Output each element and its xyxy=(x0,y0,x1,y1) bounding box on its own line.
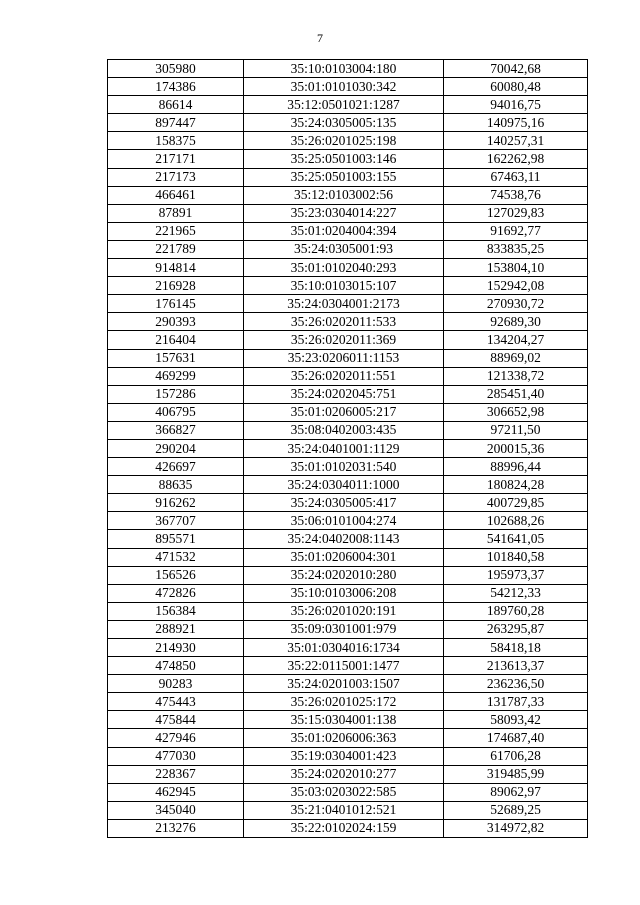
record-id-cell: 426697 xyxy=(108,458,244,476)
table-row xyxy=(108,675,588,693)
cadastral-number-cell: 35:09:0301001:979 xyxy=(244,620,444,638)
record-id-cell: 914814 xyxy=(108,259,244,277)
cadastral-number-cell: 35:01:0102040:293 xyxy=(244,259,444,277)
value-cell: 400729,85 xyxy=(444,494,588,512)
value-cell: 88996,44 xyxy=(444,458,588,476)
value-cell: 121338,72 xyxy=(444,367,588,385)
table-row xyxy=(108,403,588,421)
record-id-cell: 474850 xyxy=(108,657,244,675)
table-row xyxy=(108,60,588,78)
cadastral-number-cell: 35:01:0206005:217 xyxy=(244,403,444,421)
cadastral-number-cell: 35:15:0304001:138 xyxy=(244,711,444,729)
record-id-cell: 216404 xyxy=(108,331,244,349)
table-row xyxy=(108,639,588,657)
cadastral-number-cell: 35:26:0201025:198 xyxy=(244,132,444,150)
table-row xyxy=(108,494,588,512)
table-row xyxy=(108,168,588,186)
value-cell: 60080,48 xyxy=(444,78,588,96)
record-id-cell: 86614 xyxy=(108,96,244,114)
value-cell: 102688,26 xyxy=(444,512,588,530)
value-cell: 54212,33 xyxy=(444,584,588,602)
cadastral-number-cell: 35:24:0202010:280 xyxy=(244,566,444,584)
record-id-cell: 472826 xyxy=(108,584,244,602)
value-cell: 200015,36 xyxy=(444,439,588,457)
record-id-cell: 158375 xyxy=(108,132,244,150)
cadastral-number-cell: 35:24:0304011:1000 xyxy=(244,476,444,494)
value-cell: 97211,50 xyxy=(444,421,588,439)
table-row xyxy=(108,439,588,457)
table-row xyxy=(108,204,588,222)
value-cell: 92689,30 xyxy=(444,313,588,331)
cadastral-number-cell: 35:22:0102024:159 xyxy=(244,819,444,837)
table-row xyxy=(108,530,588,548)
cadastral-number-cell: 35:26:0202011:551 xyxy=(244,367,444,385)
value-cell: 91692,77 xyxy=(444,222,588,240)
record-id-cell: 288921 xyxy=(108,620,244,638)
value-cell: 58418,18 xyxy=(444,639,588,657)
value-cell: 140257,31 xyxy=(444,132,588,150)
cadastral-number-cell: 35:01:0204004:394 xyxy=(244,222,444,240)
table-row xyxy=(108,295,588,313)
cadastral-number-cell: 35:24:0304001:2173 xyxy=(244,295,444,313)
value-cell: 153804,10 xyxy=(444,259,588,277)
table-row xyxy=(108,729,588,747)
cadastral-number-cell: 35:26:0201020:191 xyxy=(244,602,444,620)
value-cell: 70042,68 xyxy=(444,60,588,78)
cadastral-number-cell: 35:01:0206006:363 xyxy=(244,729,444,747)
table-row xyxy=(108,421,588,439)
record-id-cell: 221789 xyxy=(108,240,244,258)
table-row xyxy=(108,620,588,638)
record-id-cell: 214930 xyxy=(108,639,244,657)
value-cell: 180824,28 xyxy=(444,476,588,494)
cadastral-number-cell: 35:01:0304016:1734 xyxy=(244,639,444,657)
cadastral-number-cell: 35:10:0103004:180 xyxy=(244,60,444,78)
value-cell: 88969,02 xyxy=(444,349,588,367)
cadastral-number-cell: 35:10:0103006:208 xyxy=(244,584,444,602)
value-cell: 213613,37 xyxy=(444,657,588,675)
cadastral-number-cell: 35:23:0206011:1153 xyxy=(244,349,444,367)
table-row xyxy=(108,114,588,132)
record-id-cell: 221965 xyxy=(108,222,244,240)
record-id-cell: 466461 xyxy=(108,186,244,204)
record-id-cell: 176145 xyxy=(108,295,244,313)
value-cell: 58093,42 xyxy=(444,711,588,729)
table-row xyxy=(108,186,588,204)
table-row xyxy=(108,150,588,168)
table-row xyxy=(108,367,588,385)
value-cell: 101840,58 xyxy=(444,548,588,566)
value-cell: 270930,72 xyxy=(444,295,588,313)
value-cell: 67463,11 xyxy=(444,168,588,186)
record-id-cell: 213276 xyxy=(108,819,244,837)
record-id-cell: 366827 xyxy=(108,421,244,439)
cadastral-number-cell: 35:03:0203022:585 xyxy=(244,783,444,801)
value-cell: 189760,28 xyxy=(444,602,588,620)
cadastral-number-cell: 35:26:0202011:533 xyxy=(244,313,444,331)
cadastral-number-cell: 35:24:0402008:1143 xyxy=(244,530,444,548)
cadastral-number-cell: 35:25:0501003:155 xyxy=(244,168,444,186)
record-id-cell: 90283 xyxy=(108,675,244,693)
table-row xyxy=(108,476,588,494)
record-id-cell: 477030 xyxy=(108,747,244,765)
record-id-cell: 462945 xyxy=(108,783,244,801)
cadastral-number-cell: 35:24:0201003:1507 xyxy=(244,675,444,693)
record-id-cell: 475443 xyxy=(108,693,244,711)
value-cell: 61706,28 xyxy=(444,747,588,765)
value-cell: 319485,99 xyxy=(444,765,588,783)
record-id-cell: 469299 xyxy=(108,367,244,385)
cadastral-number-cell: 35:06:0101004:274 xyxy=(244,512,444,530)
record-id-cell: 290204 xyxy=(108,439,244,457)
cadastral-number-cell: 35:21:0401012:521 xyxy=(244,801,444,819)
value-cell: 162262,98 xyxy=(444,150,588,168)
value-cell: 263295,87 xyxy=(444,620,588,638)
record-id-cell: 895571 xyxy=(108,530,244,548)
value-cell: 152942,08 xyxy=(444,277,588,295)
cadastral-number-cell: 35:01:0206004:301 xyxy=(244,548,444,566)
cadastral-number-cell: 35:24:0305005:135 xyxy=(244,114,444,132)
cadastral-number-cell: 35:24:0202045:751 xyxy=(244,385,444,403)
record-id-cell: 217171 xyxy=(108,150,244,168)
registry-table-body xyxy=(108,60,588,838)
record-id-cell: 157631 xyxy=(108,349,244,367)
value-cell: 833835,25 xyxy=(444,240,588,258)
cadastral-number-cell: 35:24:0305005:417 xyxy=(244,494,444,512)
registry-table xyxy=(107,59,588,838)
cadastral-number-cell: 35:26:0202011:369 xyxy=(244,331,444,349)
table-row xyxy=(108,259,588,277)
value-cell: 314972,82 xyxy=(444,819,588,837)
cadastral-number-cell: 35:23:0304014:227 xyxy=(244,204,444,222)
record-id-cell: 345040 xyxy=(108,801,244,819)
value-cell: 195973,37 xyxy=(444,566,588,584)
value-cell: 74538,76 xyxy=(444,186,588,204)
table-row xyxy=(108,657,588,675)
table-row xyxy=(108,240,588,258)
record-id-cell: 290393 xyxy=(108,313,244,331)
table-row xyxy=(108,548,588,566)
table-row xyxy=(108,602,588,620)
table-row xyxy=(108,331,588,349)
cadastral-number-cell: 35:12:0501021:1287 xyxy=(244,96,444,114)
record-id-cell: 88635 xyxy=(108,476,244,494)
value-cell: 94016,75 xyxy=(444,96,588,114)
cadastral-number-cell: 35:10:0103015:107 xyxy=(244,277,444,295)
table-row xyxy=(108,801,588,819)
cadastral-number-cell: 35:01:0102031:540 xyxy=(244,458,444,476)
cadastral-number-cell: 35:19:0304001:423 xyxy=(244,747,444,765)
record-id-cell: 475844 xyxy=(108,711,244,729)
table-row xyxy=(108,277,588,295)
cadastral-number-cell: 35:08:0402003:435 xyxy=(244,421,444,439)
table-row xyxy=(108,132,588,150)
cadastral-number-cell: 35:25:0501003:146 xyxy=(244,150,444,168)
table-row xyxy=(108,783,588,801)
record-id-cell: 228367 xyxy=(108,765,244,783)
record-id-cell: 174386 xyxy=(108,78,244,96)
value-cell: 541641,05 xyxy=(444,530,588,548)
value-cell: 131787,33 xyxy=(444,693,588,711)
table-row xyxy=(108,222,588,240)
record-id-cell: 367707 xyxy=(108,512,244,530)
cadastral-number-cell: 35:22:0115001:1477 xyxy=(244,657,444,675)
table-row xyxy=(108,584,588,602)
table-row xyxy=(108,765,588,783)
cadastral-number-cell: 35:12:0103002:56 xyxy=(244,186,444,204)
table-row xyxy=(108,693,588,711)
record-id-cell: 427946 xyxy=(108,729,244,747)
table-row xyxy=(108,313,588,331)
cadastral-number-cell: 35:24:0202010:277 xyxy=(244,765,444,783)
table-row xyxy=(108,385,588,403)
table-row xyxy=(108,819,588,837)
value-cell: 140975,16 xyxy=(444,114,588,132)
value-cell: 127029,83 xyxy=(444,204,588,222)
cadastral-number-cell: 35:26:0201025:172 xyxy=(244,693,444,711)
value-cell: 52689,25 xyxy=(444,801,588,819)
record-id-cell: 217173 xyxy=(108,168,244,186)
record-id-cell: 156526 xyxy=(108,566,244,584)
record-id-cell: 916262 xyxy=(108,494,244,512)
record-id-cell: 156384 xyxy=(108,602,244,620)
record-id-cell: 87891 xyxy=(108,204,244,222)
record-id-cell: 471532 xyxy=(108,548,244,566)
table-row xyxy=(108,747,588,765)
cadastral-number-cell: 35:01:0101030:342 xyxy=(244,78,444,96)
record-id-cell: 897447 xyxy=(108,114,244,132)
table-row xyxy=(108,349,588,367)
value-cell: 89062,97 xyxy=(444,783,588,801)
table-row xyxy=(108,96,588,114)
record-id-cell: 157286 xyxy=(108,385,244,403)
value-cell: 306652,98 xyxy=(444,403,588,421)
table-row xyxy=(108,78,588,96)
record-id-cell: 305980 xyxy=(108,60,244,78)
table-row xyxy=(108,566,588,584)
value-cell: 285451,40 xyxy=(444,385,588,403)
record-id-cell: 216928 xyxy=(108,277,244,295)
record-id-cell: 406795 xyxy=(108,403,244,421)
table-row xyxy=(108,512,588,530)
page-number: 7 xyxy=(317,31,323,45)
value-cell: 134204,27 xyxy=(444,331,588,349)
value-cell: 174687,40 xyxy=(444,729,588,747)
table-row xyxy=(108,458,588,476)
table-row xyxy=(108,711,588,729)
cadastral-number-cell: 35:24:0401001:1129 xyxy=(244,439,444,457)
value-cell: 236236,50 xyxy=(444,675,588,693)
cadastral-number-cell: 35:24:0305001:93 xyxy=(244,240,444,258)
